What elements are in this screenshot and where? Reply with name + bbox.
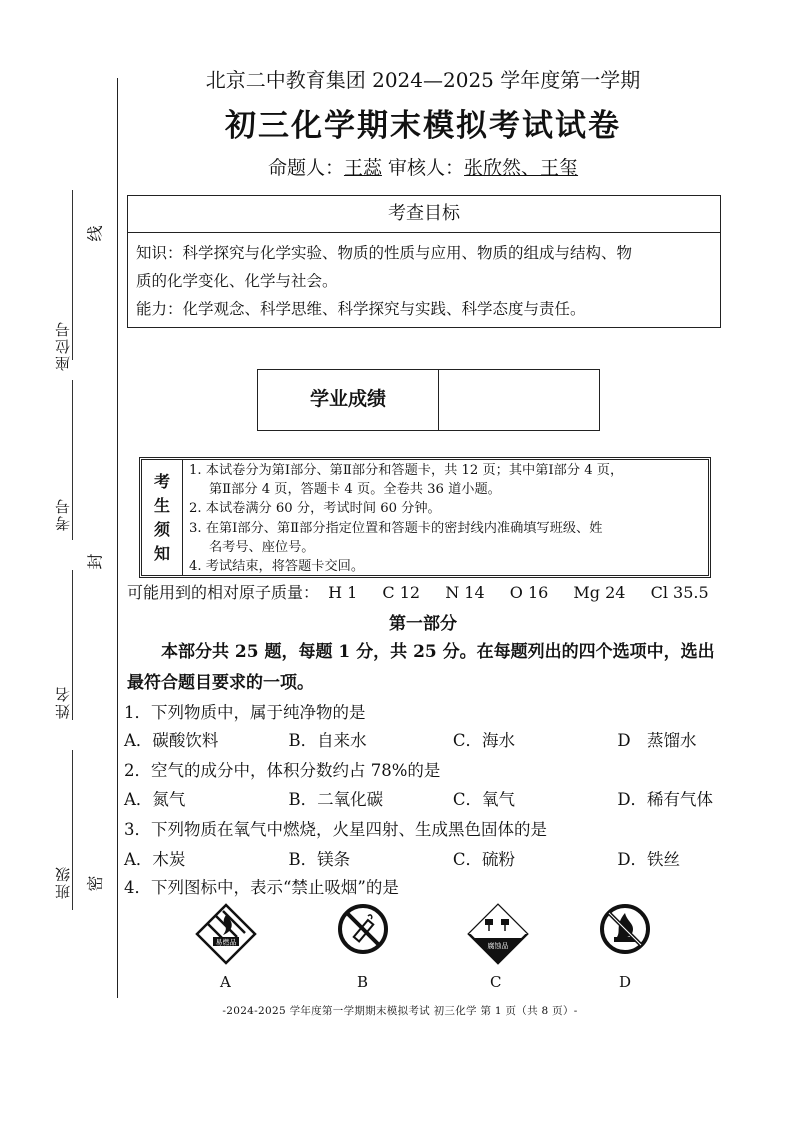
option: B．镁条 [288, 850, 351, 869]
exam-notice-box [139, 457, 711, 578]
notice-item: 名考号、座位号。 [209, 539, 315, 555]
icon-label: D [619, 973, 632, 991]
mass-value: O 16 [509, 583, 549, 602]
mass-value: H 1 [328, 583, 358, 602]
seal-line-char: 线 [85, 225, 105, 242]
icon-text: 易燃品 [215, 938, 237, 947]
score-box [257, 369, 600, 431]
atomic-masses [127, 580, 727, 603]
option: A．氮气 [124, 790, 186, 809]
option: B．二氧化碳 [288, 790, 384, 809]
author-line [128, 153, 718, 180]
notice-label-char: 须 [153, 519, 170, 539]
notice-item: 4. 考试结束，将答题卡交回。 [189, 559, 365, 575]
notice-list [183, 460, 708, 575]
option: A．碳酸饮料 [124, 731, 219, 750]
mass-value: C 12 [382, 583, 421, 602]
question-stem: 3．下列物质在氧气中燃烧，火星四射、生成黑色固体的是 [124, 820, 547, 839]
score-value-cell [439, 370, 599, 430]
goals-box [127, 195, 721, 328]
exam-no-label: 考号 [54, 497, 72, 531]
icon-label: B [357, 973, 369, 991]
mass-value: Mg 24 [573, 583, 626, 602]
icon-text: 腐蚀品 [487, 942, 509, 950]
option: C．硫粉 [452, 850, 515, 869]
no-smoking-icon [337, 903, 389, 955]
option: A．木炭 [124, 850, 186, 869]
option: D．铁丝 [617, 850, 681, 869]
goals-knowledge-2: 质的化学变化、化学与社会。 [136, 272, 338, 290]
class-label: 班级 [54, 865, 72, 899]
notice-label [142, 460, 183, 575]
masses-label: 可能用到的相对原子质量： [127, 583, 320, 602]
notice-label-char: 考 [153, 471, 170, 491]
seal-seal-char: 封 [85, 553, 105, 570]
icon-label: A [220, 973, 231, 991]
part-intro: 本部分共 25 题，每题 1 分，共 25 分。在每题列出的四个选项中，选出最符合题目要求的一项。 [127, 642, 715, 693]
question-options [124, 846, 724, 870]
school-term: 北京二中教育集团 2024—2025 学年度第一学期 [205, 68, 641, 92]
flammable-solid-icon [195, 903, 257, 965]
page-footer: -2024-2025 学年度第一学期期末模拟考试 初三化学 第 1 页（共 8 页）- [222, 1005, 578, 1017]
question-stem: 4．下列图标中，表示“禁止吸烟”的是 [124, 878, 399, 897]
goals-knowledge-1: 知识：科学探究与化学实验、物质的性质与应用、物质的组成与结构、物 [136, 244, 633, 262]
author-name: 王蕊 [343, 157, 382, 179]
notice-item: 第Ⅱ部分 4 页，答题卡 4 页。全卷共 36 道小题。 [209, 482, 501, 498]
name-label: 姓名 [54, 685, 72, 719]
reviewer-label: 审核人： [388, 157, 465, 179]
notice-label-char: 知 [153, 543, 170, 563]
option: C．海水 [452, 731, 515, 750]
binding-line [117, 78, 118, 998]
question-stem: 1．下列物质中，属于纯净物的是 [124, 703, 366, 722]
notice-item: 3. 在第Ⅰ部分、第Ⅱ部分指定位置和答题卡的密封线内准确填写班级、姓 [189, 520, 603, 536]
corrosive-icon [467, 903, 529, 965]
seal-secret-char: 密 [85, 875, 105, 892]
question-options [124, 727, 724, 751]
mass-value: N 14 [445, 583, 485, 602]
goals-ability: 能力：化学观念、科学思维、科学探究与实践、科学态度与责任。 [136, 300, 586, 318]
reviewer-names: 张欣然、王玺 [464, 157, 579, 179]
author-label: 命题人： [267, 157, 344, 179]
question-stem: 2．空气的成分中，体积分数约占 78%的是 [124, 761, 441, 780]
question-options [124, 786, 724, 810]
option: B．自来水 [288, 731, 367, 750]
score-label: 学业成绩 [258, 370, 439, 430]
option: D．稀有气体 [617, 790, 714, 809]
notice-item: 1. 本试卷分为第Ⅰ部分、第Ⅱ部分和答题卡，共 12 页；其中第Ⅰ部分 4 页， [189, 463, 624, 478]
icon-label: C [490, 973, 502, 991]
part-title: 第一部分 [389, 614, 457, 634]
mass-value: Cl 35.5 [650, 583, 709, 602]
notice-label-char: 生 [153, 495, 170, 515]
option: C．氧气 [452, 790, 515, 809]
seat-label: 座位号 [54, 320, 72, 371]
page-title: 初三化学期末模拟考试试卷 [225, 108, 621, 144]
no-open-flame-icon [599, 903, 651, 955]
goals-heading: 考查目标 [128, 196, 720, 233]
option: D 蒸馏水 [617, 731, 697, 750]
notice-item: 2. 本试卷满分 60 分，考试时间 60 分钟。 [189, 501, 441, 517]
